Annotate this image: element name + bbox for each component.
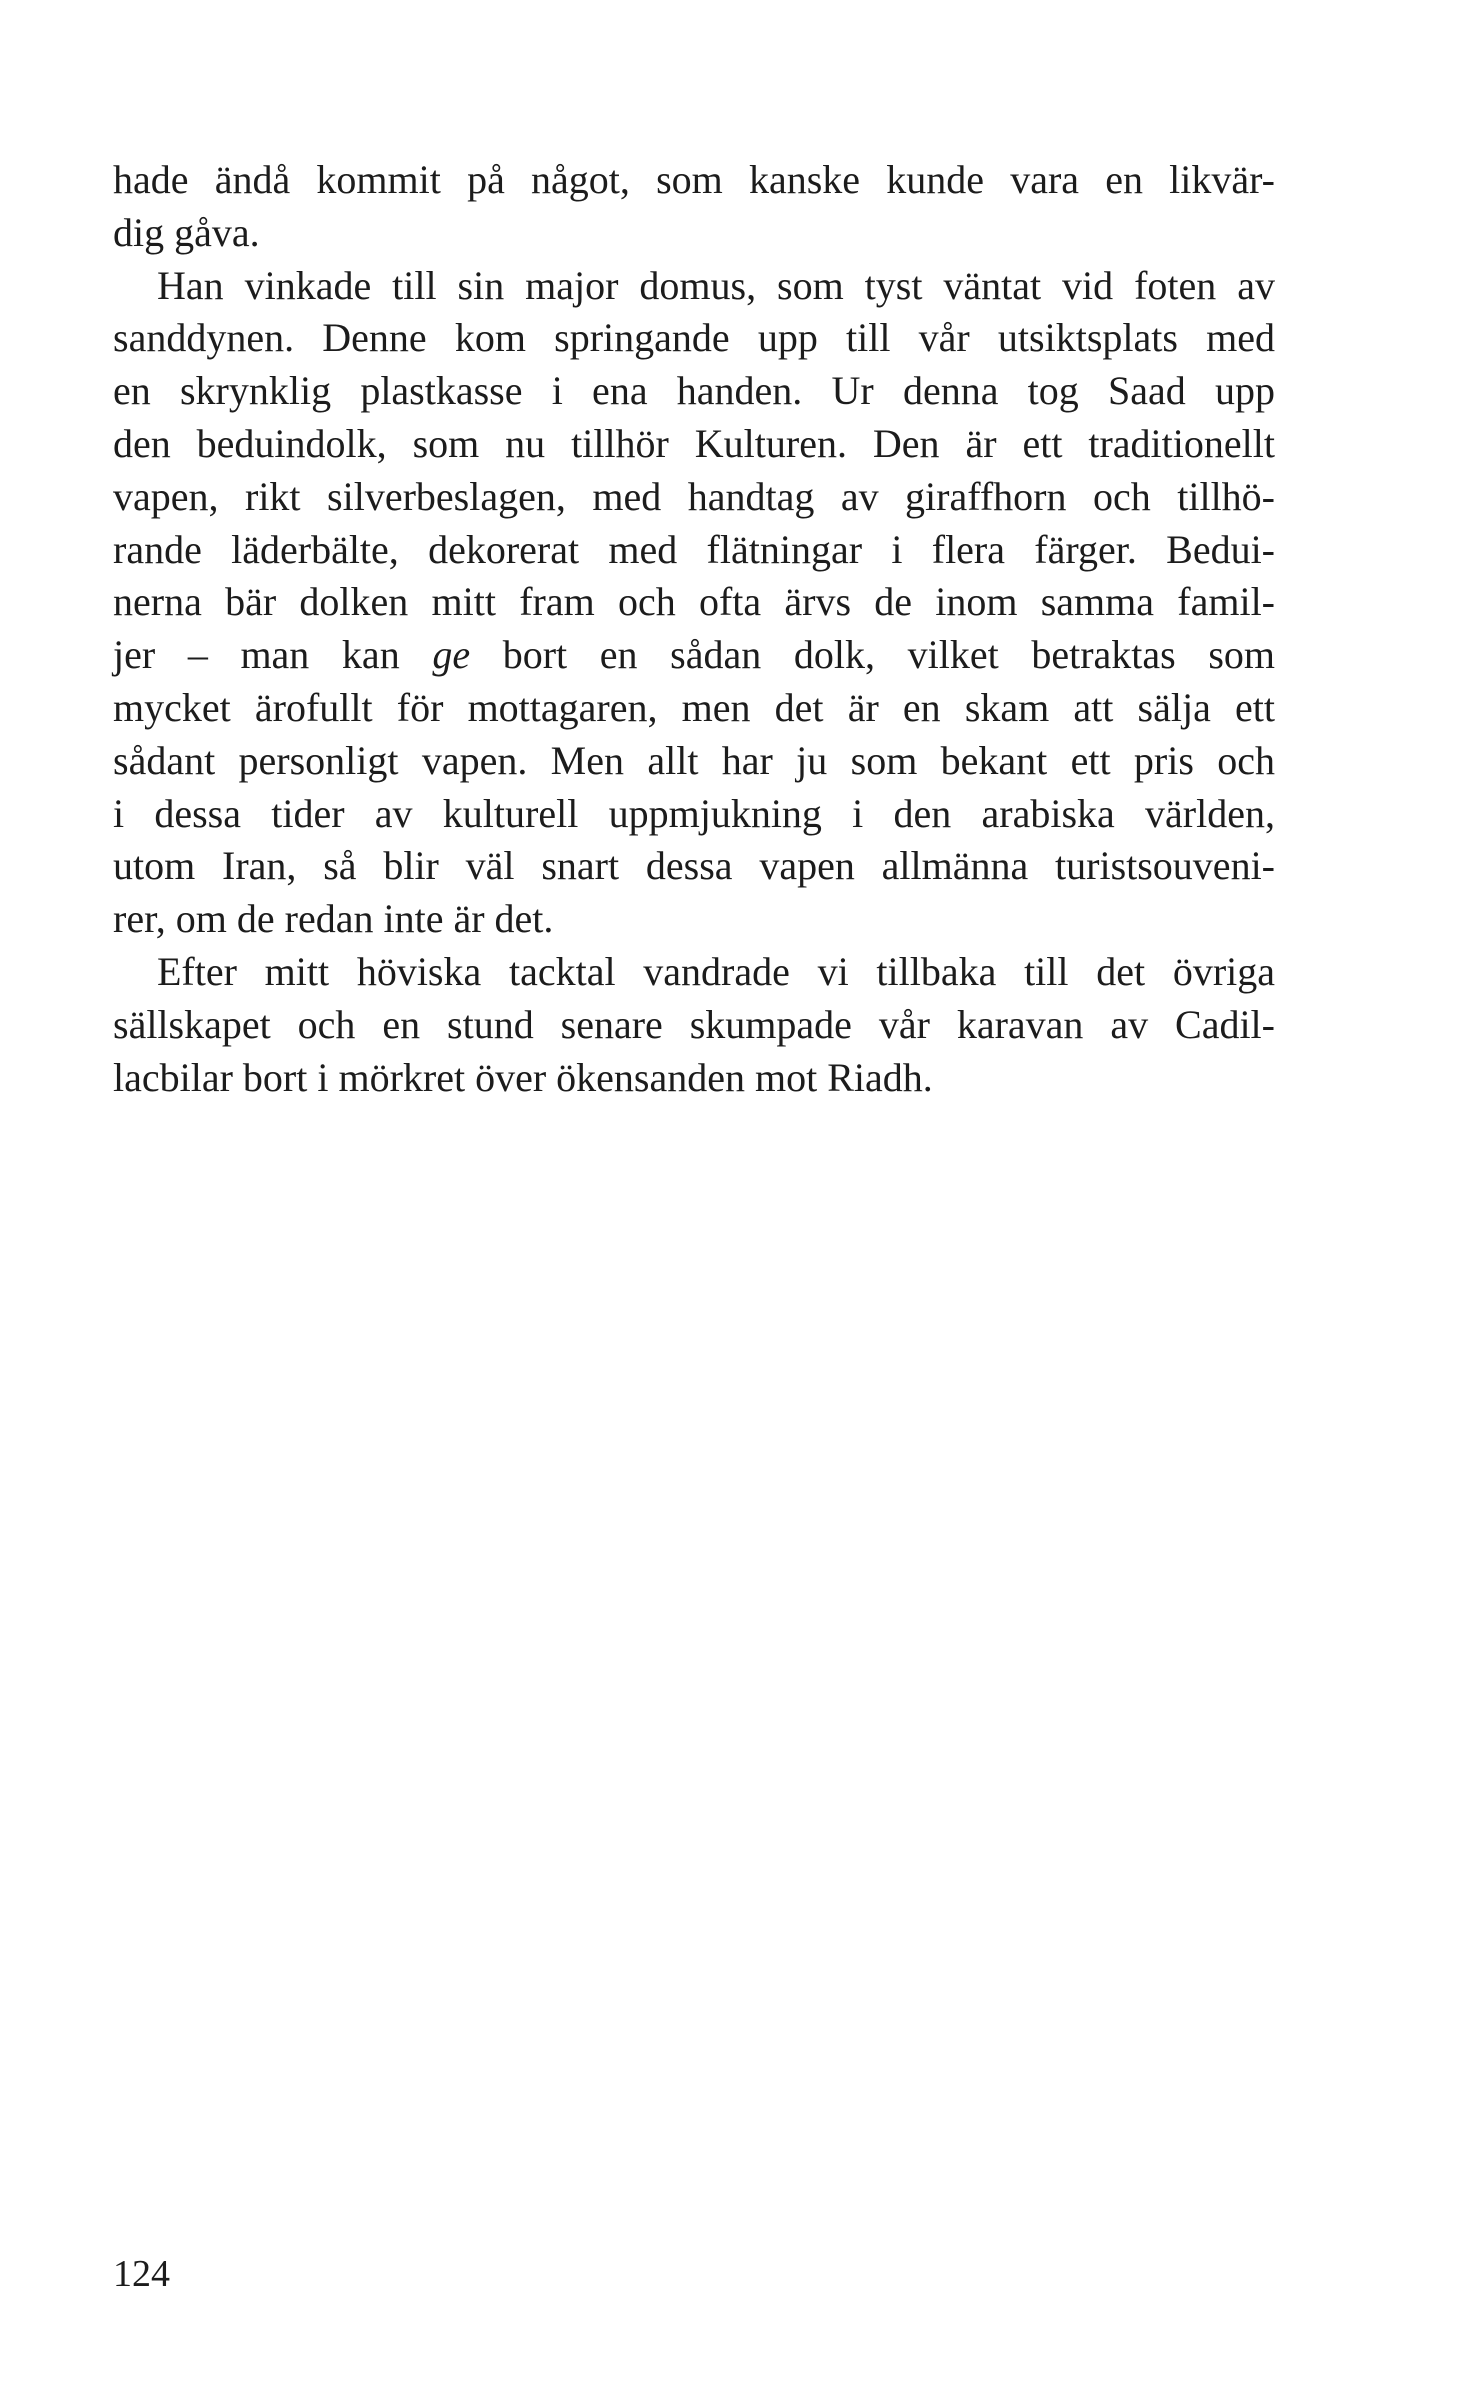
text-line: Han vinkade till sin major domus, som tyst väntat vid foten av xyxy=(157,262,1275,308)
text-line: Efter mitt höviska tacktal vandrade vi tillbaka till det övriga xyxy=(157,948,1275,994)
text-line: lacbilar bort i mörkret över ökensanden mot Riadh. xyxy=(113,1054,933,1100)
text-line: hade ändå kommit på något, som kanske kunde vara en likvär- xyxy=(113,157,1275,202)
body-text xyxy=(113,154,1275,1104)
text-line: i dessa tider av kulturell uppmjukning i den arabiska världen, xyxy=(113,790,1275,836)
text-line: vapen, rikt silverbeslagen, med handtag av giraffhorn och tillhö- xyxy=(113,473,1275,519)
text-line: nerna bär dolken mitt fram och ofta ärvs de inom samma famil- xyxy=(113,579,1275,625)
text-line-with-emphasis: jer – man kan ge bort en sådan dolk, vilket betraktas som xyxy=(113,632,1276,678)
text-line: den beduindolk, som nu tillhör Kulturen. Den är ett traditionellt xyxy=(113,420,1275,466)
text-line: mycket ärofullt för mottagaren, men det är en skam att sälja ett xyxy=(113,684,1275,730)
text-line: sällskapet och en stund senare skumpade vår karavan av Cadil- xyxy=(113,1001,1275,1047)
page-number: 124 xyxy=(113,2253,170,2295)
text-line: sådant personligt vapen. Men allt har ju som bekant ett pris och xyxy=(113,737,1275,783)
text-line: en skrynklig plastkasse i ena handen. Ur denna tog Saad upp xyxy=(113,368,1275,414)
emphasis-ge: ge xyxy=(432,632,471,678)
text-line: utom Iran, så blir väl snart dessa vapen allmänna turistsouveni- xyxy=(113,843,1275,889)
text-line: sanddynen. Denne kom springande upp till vår utsiktsplats med xyxy=(113,315,1275,361)
text-line: rande läderbälte, dekorerat med flätningar i flera färger. Bedui- xyxy=(113,526,1275,572)
text-line: rer, om de redan inte är det. xyxy=(113,896,554,942)
text-line: dig gåva. xyxy=(113,209,260,255)
